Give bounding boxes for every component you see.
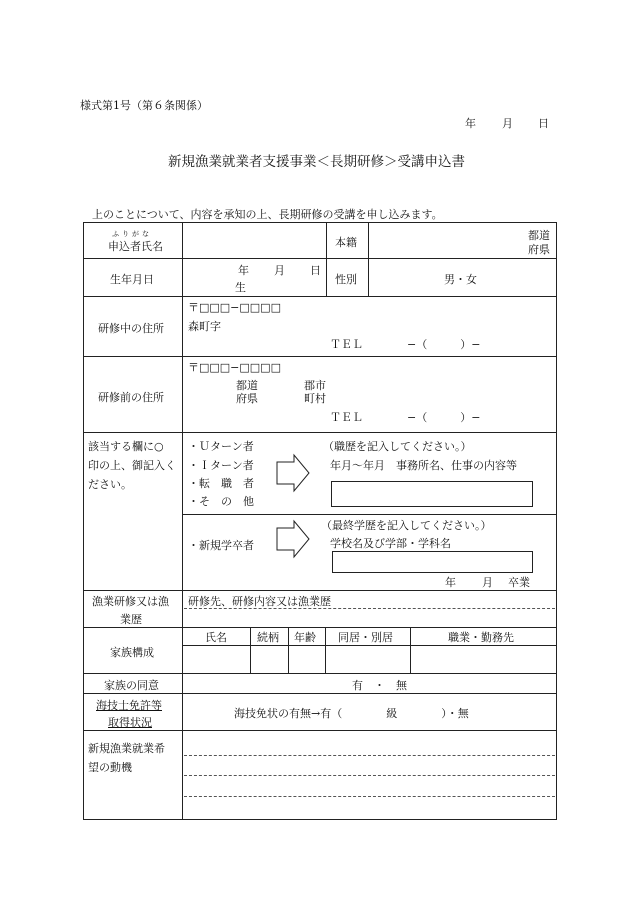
date-day: 日: [538, 117, 549, 130]
career-note: （職歴を記入してください。）: [323, 440, 472, 453]
option-job-change[interactable]: ・転 職 者: [188, 477, 254, 490]
motivation-label-1: 新規漁業就業希: [88, 742, 165, 755]
previous-tel[interactable]: ＴＥＬ −（ ）−: [330, 411, 481, 424]
graduation-year: 年: [445, 576, 456, 589]
birth-month: 月: [274, 264, 285, 277]
license-label-1: 海技士免許等: [96, 699, 162, 712]
option-new-graduate[interactable]: ・新規学卒者: [188, 539, 254, 552]
birth-year: 年: [238, 264, 249, 277]
form-number: 様式第1号（第６条関係）: [80, 99, 208, 112]
family-header-name: 氏名: [205, 631, 227, 644]
arrow-right-icon: [276, 454, 312, 494]
training-history-content[interactable]: 研修先、研修内容又は漁業歴: [188, 595, 331, 608]
school-label: 学校名及び学部・学科名: [330, 537, 451, 550]
family-header-relation: 続柄: [257, 631, 279, 644]
training-address-label: 研修中の住所: [98, 322, 164, 335]
career-label-2: 印の上、御記入く: [88, 459, 176, 472]
school-input[interactable]: [332, 551, 533, 573]
honseki-label: 本籍: [335, 236, 357, 249]
family-header-occupation: 職業・勤務先: [448, 631, 514, 644]
career-label-3: ださい。: [88, 478, 132, 491]
previous-postal[interactable]: 〒□□□−□□□□: [188, 361, 281, 374]
honseki-pref-top: 都道: [528, 229, 550, 242]
form-title: 新規漁業就業者支援事業＜長期研修＞受講申込書: [168, 154, 465, 170]
option-i-turn[interactable]: ・Ｉターン者: [188, 459, 254, 472]
sex-label: 性別: [335, 273, 357, 286]
birth-date-label: 生年月日: [110, 273, 154, 286]
previous-pref-top: 都道: [236, 379, 258, 392]
training-postal[interactable]: 〒□□□−□□□□: [188, 301, 281, 314]
family-header-cohabit: 同居・別居: [338, 631, 393, 644]
intro-text: 上のことについて、内容を承知の上、長期研修の受講を申し込みます。: [92, 208, 443, 221]
furigana-label: ふりがな: [112, 230, 152, 238]
education-note: （最終学歴を記入してください。）: [321, 519, 492, 532]
graduation-month: 月: [482, 576, 493, 589]
license-value[interactable]: 海技免状の有無→有（ 級 ）・無: [234, 707, 469, 720]
applicant-name-label: 申込者氏名: [108, 240, 163, 253]
date-month: 月: [502, 117, 513, 130]
applicant-name-field[interactable]: [184, 224, 324, 257]
honseki-pref-bottom: 府県: [528, 243, 550, 256]
family-label: 家族構成: [110, 646, 154, 659]
previous-address-label: 研修前の住所: [98, 391, 164, 404]
training-tel[interactable]: ＴＥＬ −（ ）−: [330, 338, 481, 351]
option-u-turn[interactable]: ・Ｕターン者: [188, 440, 254, 453]
option-other[interactable]: ・そ の 他: [188, 495, 254, 508]
birth-sei: 生: [235, 281, 246, 294]
family-consent-choice[interactable]: 有 ・ 無: [352, 679, 407, 692]
training-history-label-2: 業歴: [120, 613, 142, 626]
training-history-label-1: 漁業研修又は漁: [92, 595, 169, 608]
previous-pref-bottom: 府県: [236, 392, 258, 405]
arrow-right-icon: [276, 520, 312, 560]
birth-day: 日: [310, 264, 321, 277]
motivation-label-2: 望の動機: [88, 761, 132, 774]
previous-city-bottom: 町村: [304, 392, 326, 405]
license-label-2: 取得状況: [108, 716, 152, 729]
motivation-field[interactable]: [184, 733, 555, 817]
family-consent-label: 家族の同意: [104, 679, 159, 692]
family-row[interactable]: [184, 647, 555, 672]
career-label-1: 該当する欄に○: [88, 440, 164, 453]
previous-city-top: 郡市: [304, 379, 326, 392]
family-header-age: 年齢: [294, 631, 316, 644]
honseki-field[interactable]: [370, 224, 520, 257]
graduation-label: 卒業: [508, 576, 530, 589]
sex-choice[interactable]: 男・女: [444, 273, 477, 286]
career-detail: 年月〜年月 事務所名、仕事の内容等: [330, 459, 517, 472]
date-year: 年: [465, 117, 476, 130]
career-detail-input[interactable]: [331, 481, 533, 507]
training-town[interactable]: 森町字: [188, 320, 221, 333]
